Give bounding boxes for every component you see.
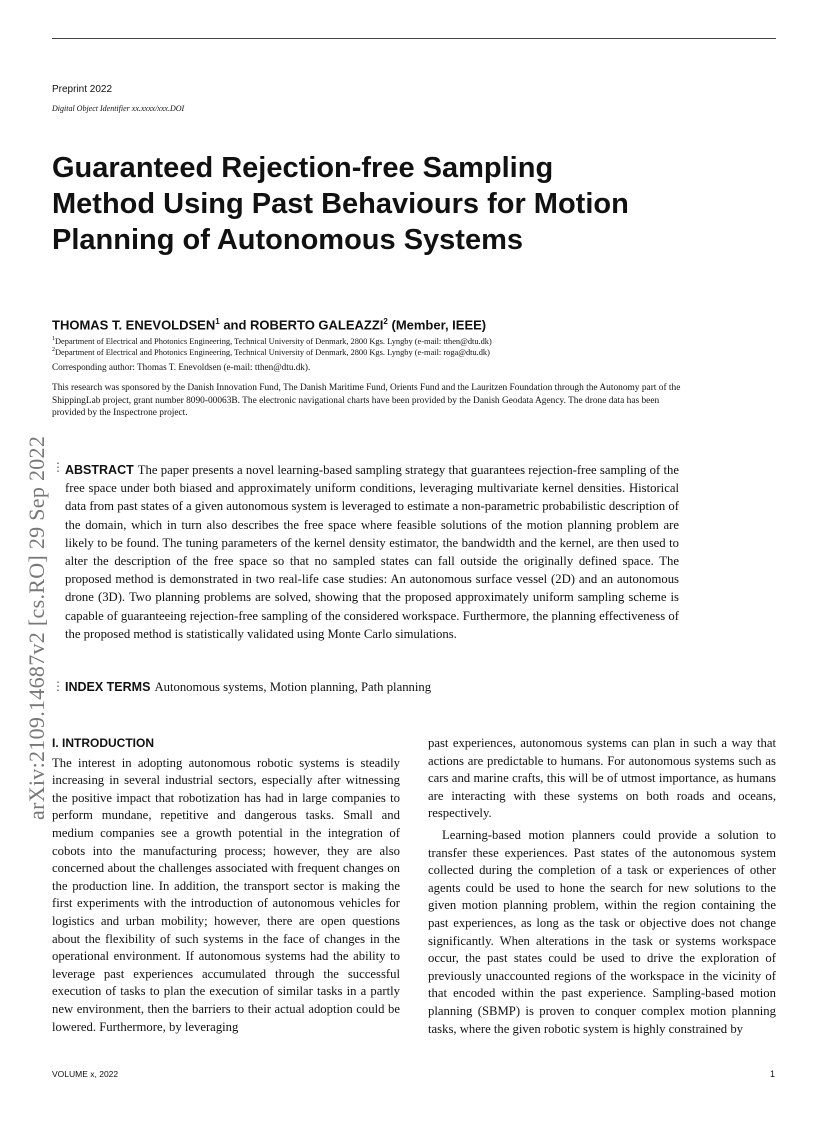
abstract-dots-icon: ⋮ [52,460,64,474]
doi-label: Digital Object Identifier xx.xxxx/xxx.DOI [52,104,185,113]
author-line [52,317,486,332]
header-rule [52,38,776,39]
intro-paragraph-1-continued: past experiences, autonomous systems can plan in such a way that actions are predictable to humans. For autonomous systems such as cars and marine crafts, this will be of utmost importance, as humans are interacting with these systems on both roads and oceans, respectively. [428,736,776,821]
affiliation-1 [52,336,492,346]
author-2: ROBERTO GALEAZZI [250,317,384,333]
footer-page-number: 1 [770,1069,776,1079]
index-terms-text: Autonomous systems, Motion planning, Path planning [154,680,432,694]
column-right [428,735,776,1038]
intro-paragraph-1: The interest in adopting autonomous robotic systems is steadily increasing in several industrial sectors, especially after witnessing the positive impact that robotization has had in large companies to perform mundane, repetitive and dangerous tasks. Small and medium companies see a growth potential in the integration of cobots into the manufacturing process; however, they are also concerned about the challenges associated with frequent changes on the production line. In addition, the transport sector is making the first experiments with the introduction of autonomous vehicles for logistics and urban mobility; however, there are open questions about the flexibility of such systems in the face of changes in the operational environment. If autonomous systems had the ability to leverage past experiences accumulated through the successful execution of tasks to plan the execution of similar tasks in a partly new environment, then the barriers to their actual adoption could be lowered. Furthermore, by leveraging [52,755,400,1034]
column-left [52,735,400,1036]
funding-note: This research was sponsored by the Danish Innovation Fund, The Danish Maritime Fund, Orients Fund and the Lauritzen Foundation through the Autonomy part of the ShippingLab project, grant number 8090-00063B. The electronic navigational charts have been provided by the Danish Geodata Agency. The drone data has been provided by the Inspectrone project. [52,383,681,418]
abstract-text: The paper presents a novel learning-based sampling strategy that guarantees rejection-free sampling of the free space under both biased and approximately uniform conditions, leveraging multivariate kernel densities. Historical data from past states of a given autonomous system is leveraged to estimate a non-parametric probabilistic description of the domain, which in turn also describes the free space where feasible solutions of the motion planning problem are likely to be found. The tuning parameters of the kernel density estimator, the bandwidth and the kernel, are then used to alter the description of the free space so that no sampled states can fall outside the originally defined space. The proposed method is demonstrated in two real-life case studies: An autonomous surface vessel (2D) and an autonomous drone (3D). Two planning problems are solved, showing that the proposed approximately uniform sampling scheme is capable of guaranteeing rejection-free sampling of the considered workspace. Furthermore, the planning effectiveness of the proposed method is statistically validated using Monte Carlo simulations. [65,463,679,641]
author-joiner: and [219,317,251,333]
author-1-affiliation-mark: 1 [215,317,220,326]
preprint-label: Preprint 2022 [52,84,113,95]
affiliation-2-mark: 2 [52,347,55,353]
affiliation-1-mark: 1 [52,336,55,342]
paper-title: Guaranteed Rejection-free Sampling Method Using Past Behaviours for Motion Planning of Autonomous Systems [52,152,629,256]
affiliation-2 [52,347,490,357]
affiliation-1-text: Department of Electrical and Photonics Engineering, Technical University of Denmark, 2800 Kgs. Lyngby (e-mail: tthen@dtu.dk) [55,336,492,346]
section-heading-introduction: I. INTRODUCTION [52,736,154,750]
footer-volume: VOLUME x, 2022 [52,1069,119,1079]
corresponding-author: Corresponding author: Thomas T. Enevoldsen (e-mail: tthen@dtu.dk). [52,362,311,372]
arxiv-stamp: arXiv:2109.14687v2 [cs.RO] 29 Sep 2022 [24,435,49,820]
author-2-affiliation-mark: 2 [383,317,388,326]
index-terms-dots-icon: ⋮ [52,679,64,693]
affiliation-2-text: Department of Electrical and Photonics Engineering, Technical University of Denmark, 2800 Kgs. Lyngby (e-mail: roga@dtu.dk) [55,347,490,357]
abstract [65,461,679,643]
index-terms [65,680,431,695]
index-terms-label: INDEX TERMS [65,680,151,694]
author-2-membership: (Member, IEEE) [387,317,487,333]
abstract-label: ABSTRACT [65,463,134,477]
intro-paragraph-2: Learning-based motion planners could provide a solution to transfer these experiences. Past states of the autonomous system collected during the completion of a task or experiences of other agents could be used to hone the search for new solutions to the given motion planning problem, within the region containing the past experiences, as long as the task or objective does not change significantly. When alterations in the task or systems workspace occur, the past states could be used to drive the exploration of previously unaccounted regions of the workspace in the vicinity of that encoded within the past experience. Sampling-based motion planning (SBMP) is proven to conquer complex motion planning tasks, where the given robotic system is highly constrained by [428,827,776,1036]
author-1: THOMAS T. ENEVOLDSEN [52,317,216,333]
